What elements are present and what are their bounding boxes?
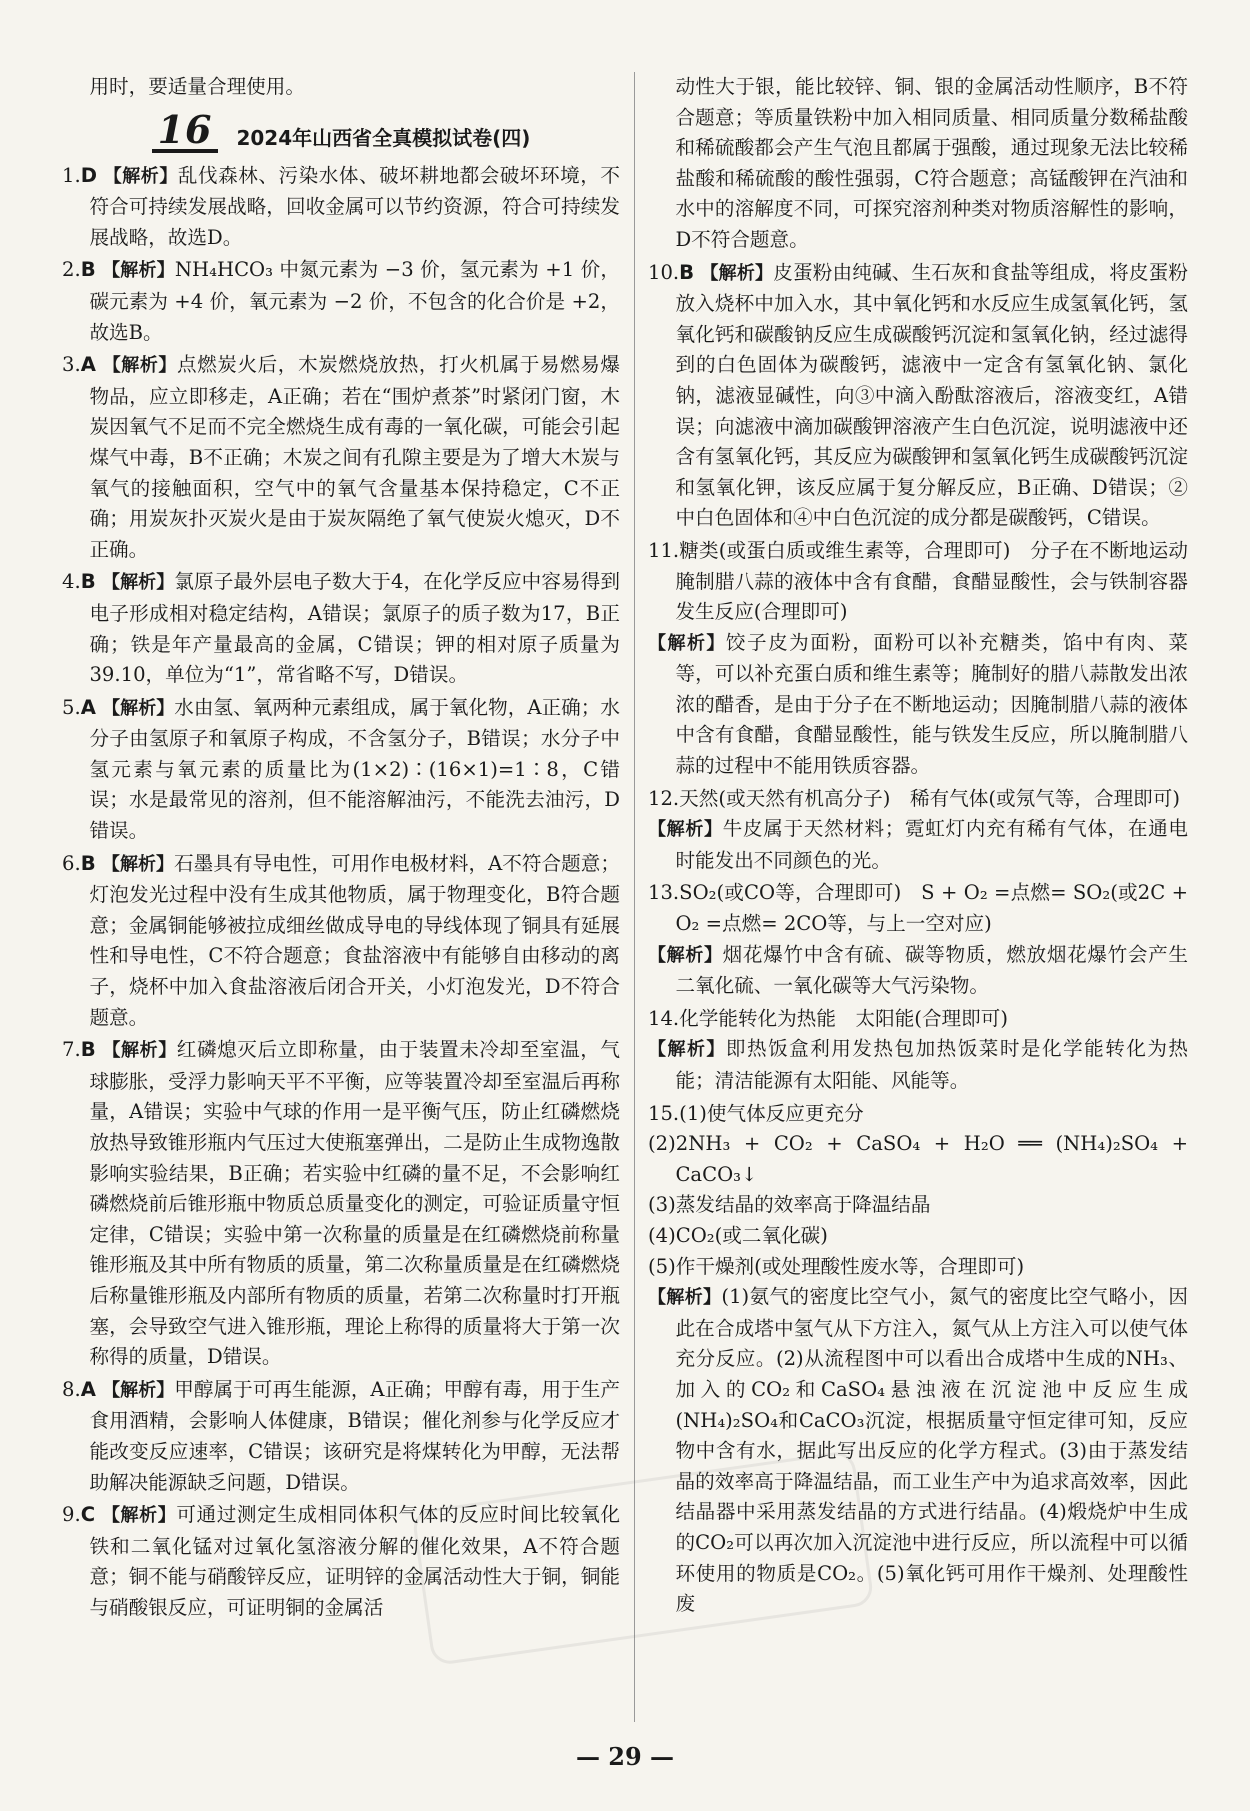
question-number: 7. bbox=[62, 1038, 81, 1062]
analysis-text: 石墨具有导电性，可用作电极材料，A不符合题意；灯泡发光过程中没有生成其他物质，属于物理变化，B符合题意；金属铜能够被拉成细丝做成导电的导线体现了铜具有延展性和导电性，C不符合题意；食盐溶液中有能够自由移动的离子，烧杯中加入食盐溶液后闭合开关，小灯泡发光，D不符合题意。 bbox=[89, 851, 620, 1029]
answer: C bbox=[80, 1503, 96, 1527]
analysis-tag: 【解析】 bbox=[101, 1505, 177, 1527]
question-item bbox=[648, 784, 1188, 877]
analysis-text: 即热饭盒利用发热包加热饭菜时是化学能转化为热能；清洁能源有太阳能、风能等。 bbox=[675, 1037, 1189, 1092]
question-item bbox=[648, 536, 1208, 782]
question-item bbox=[648, 878, 1188, 1001]
answer: B bbox=[679, 260, 695, 284]
answer: B bbox=[80, 1038, 96, 1062]
question-item bbox=[62, 567, 620, 690]
answer: A bbox=[80, 1377, 96, 1401]
page-number: — 29 — bbox=[575, 1742, 675, 1771]
analysis-text: 红磷熄灭后立即称量，由于装置未冷却至室温，气球膨胀，受浮力影响天平不平衡，应等装置冷却至室温后再称量，A错误；实验中气球的作用一是平衡气压，防止红磷燃烧放热导致锥形瓶内气压过大使瓶塞弹出，二是防止生成物逸散影响实验结果，B正确；若实验中红磷的量不足，不会影响红磷燃烧前后锥形瓶中物质总质量变化的测定，可验证质量守恒定律，C错误；实验中第一次称量的质量是在红磷燃烧前称量锥形瓶及其中所有物质的质量，第二次称量质量是在红磷燃烧后称量锥形瓶及内部所有物质的质量，若第二次称量时打开瓶塞，会导致空气进入锥形瓶，理论上称得的质量将大于第一次称得的质量，D错误。 bbox=[89, 1038, 621, 1369]
question-number: 13. bbox=[648, 881, 680, 905]
carryover-text: 动性大于银，能比较锌、铜、银的金属活动性顺序，B不符合题意；等质量铁粉中加入相同质量、相同质量分数稀盐酸和稀硫酸都会产生气泡且都属于强酸，通过现象无法比较稀盐酸和稀硫酸的酸性强弱，C符合题意；高锰酸钾在汽油和水中的溶解度不同，可探究溶剂种类对物质溶解性的影响，D不符合题意。 bbox=[675, 75, 1188, 251]
analysis-tag: 【解析】 bbox=[101, 572, 175, 594]
answer: SO₂(或CO等，合理即可) S + O₂ =点燃= SO₂(或2C + O₂ =点燃= 2CO等，与上一空对应) bbox=[675, 881, 1188, 936]
question-number: 15. bbox=[648, 1101, 680, 1125]
analysis-tag: 【解析】 bbox=[648, 819, 723, 841]
answer: B bbox=[80, 851, 96, 875]
left-column bbox=[62, 72, 620, 1626]
question-number: 8. bbox=[62, 1377, 81, 1401]
q15-part: (3)蒸发结晶的效率高于降温结晶 bbox=[648, 1193, 931, 1217]
question-number: 1. bbox=[62, 163, 81, 187]
answer: 天然(或天然有机高分子) 稀有气体(或氖气等，合理即可) bbox=[679, 786, 1180, 810]
question-number: 9. bbox=[62, 1503, 81, 1527]
analysis-tag: 【解析】 bbox=[648, 632, 726, 654]
column-divider bbox=[634, 72, 635, 1722]
q15-part: (5)作干燥剂(或处理酸性废水等，合理即可) bbox=[648, 1254, 1025, 1278]
analysis-tag: 【解析】 bbox=[648, 1287, 722, 1309]
analysis-tag: 【解析】 bbox=[102, 1040, 177, 1062]
question-number: 12. bbox=[648, 786, 680, 810]
analysis-text: 点燃炭火后，木炭燃烧放热，打火机属于易燃易爆物品，应立即移走，A正确；若在“围炉煮茶”时紧闭门窗，木炭因氧气不足而不完全燃烧生成有毒的一氧化碳，可能会引起煤气中毒，B不正确；木炭之间有孔隙主要是为了增大木炭与氧气的接触面积，空气中的氧气含量基本保持稳定，C不正确；用炭灰扑灭炭火是由于炭灰隔绝了氧气使炭火熄灭，D不正确。 bbox=[89, 353, 621, 561]
carryover-text: 用时，要适量合理使用。 bbox=[89, 75, 305, 98]
analysis-text: 乱伐森林、污染水体、破坏耕地都会破坏环境，不符合可持续发展战略，回收金属可以节约资源，符合可持续发展战略，故选D。 bbox=[89, 163, 621, 249]
question-item bbox=[62, 161, 620, 254]
question-item bbox=[62, 849, 620, 1034]
analysis-text: 甲醇属于可再生能源，A正确；甲醇有毒，用于生产食用酒精，会影响人体健康，B错误；催化剂参与化学反应才能改变反应速率，C错误；该研究是将煤转化为甲醇，无法帮助解决能源缺乏问题，D错误。 bbox=[89, 1377, 621, 1494]
q15-part: (4)CO₂(或二氧化碳) bbox=[648, 1223, 828, 1247]
analysis-text: 皮蛋粉由纯碱、生石灰和食盐等组成，将皮蛋粉放入烧杯中加入水，其中氧化钙和水反应生成氢氧化钙，氢氧化钙和碳酸钠反应生成碳酸钙沉淀和氢氧化钠，经过滤得到的白色固体为碳酸钙，滤液中一定含有氢氧化钠、氯化钠，滤液显碱性，向③中滴入酚酞溶液后，溶液变红，A错误；向滤液中滴加碳酸钾溶液产生白色沉淀，说明滤液中还含有氢氧化钙，其反应为碳酸钾和氢氧化钙生成碳酸钙沉淀和氢氧化钾，该反应属于复分解反应，B正确、D错误；②中白色固体和④中白色沉淀的成分都是碳酸钙，C错误。 bbox=[675, 260, 1189, 530]
answer: A bbox=[80, 353, 96, 377]
question-item bbox=[62, 1375, 620, 1498]
right-column bbox=[648, 72, 1208, 1622]
question-number: 2. bbox=[62, 258, 81, 282]
answer: 化学能转化为热能 太阳能(合理即可) bbox=[679, 1006, 1008, 1030]
analysis-tag: 【解析】 bbox=[102, 1379, 175, 1401]
question-item bbox=[62, 255, 620, 348]
analysis-text: 水由氢、氧两种元素组成，属于氧化物，A正确；水分子由氢原子和氧原子构成，不含氢分子，B错误；水分子中氢元素与氧元素的质量比为(1×2)∶(16×1)=1∶8，C错误；水是最常见的溶剂，但不能溶解油污，不能洗去油污，D错误。 bbox=[89, 695, 621, 843]
analysis-tag: 【解析】 bbox=[101, 853, 175, 875]
analysis-tag: 【解析】 bbox=[700, 262, 774, 284]
question-item bbox=[62, 1035, 620, 1373]
analysis-tag: 【解析】 bbox=[648, 1039, 726, 1061]
analysis-tag: 【解析】 bbox=[648, 944, 723, 966]
answer: A bbox=[80, 695, 96, 719]
analysis-tag: 【解析】 bbox=[102, 697, 175, 719]
answer: (1)使气体反应更充分 bbox=[679, 1101, 864, 1125]
question-item bbox=[648, 1004, 1188, 1097]
question-number: 4. bbox=[62, 570, 81, 594]
analysis-text: 烟花爆竹中含有硫、碳等物质，燃放烟花爆竹会产生二氧化硫、一氧化碳等大气污染物。 bbox=[675, 942, 1189, 998]
analysis-tag: 【解析】 bbox=[102, 355, 177, 377]
question-item bbox=[62, 350, 620, 565]
section-header bbox=[62, 106, 620, 153]
answer: D bbox=[80, 163, 97, 187]
question-number: 6. bbox=[62, 851, 81, 875]
section-number: 16 bbox=[152, 111, 219, 153]
question-number: 3. bbox=[62, 353, 81, 377]
q15-part: (2)2NH₃ + CO₂ + CaSO₄ + H₂O ══ (NH₄)₂SO₄ + CaCO₃↓ bbox=[648, 1132, 1188, 1186]
question-number: 14. bbox=[648, 1006, 680, 1030]
answer: B bbox=[80, 570, 96, 594]
question-number: 10. bbox=[648, 260, 680, 284]
question-number: 5. bbox=[62, 695, 81, 719]
analysis-tag: 【解析】 bbox=[103, 165, 178, 187]
analysis-text: (1)氨气的密度比空气小，氮气的密度比空气略小，因此在合成塔中氢气从下方注入，氮气从上方注入可以使气体充分反应。(2)从流程图中可以看出合成塔中生成的NH₃、加入的CO₂和CaSO₄悬浊液在沉淀池中反应生成(NH₄)₂SO₄和CaCO₃沉淀，根据质量守恒定律可知，反应物中含有水，据此写出反应的化学方程式。(3)由于蒸发结晶的效率高于降温结晶，而工业生产中为追求高效率，因此结晶器中采用蒸发结晶的方式进行结晶。(4)煅烧炉中生成的CO₂可以再次加入沉淀池中进行反应，所以流程中可以循环使用的物质是CO₂。(5)氧化钙可用作干燥剂、处理酸性废 bbox=[675, 1285, 1188, 1616]
question-item bbox=[648, 258, 1188, 534]
analysis-text: 牛皮属于天然材料；霓虹灯内充有稀有气体，在通电时能发出不同颜色的光。 bbox=[675, 817, 1189, 872]
section-title: 2024年山西省全真模拟试卷(四) bbox=[236, 125, 531, 150]
analysis-tag: 【解析】 bbox=[102, 260, 175, 282]
answer: 糖类(或蛋白质或维生素等，合理即可) 分子在不断地运动 腌制腊八蒜的液体中含有食醋，食醋显酸性，会与铁制容器发生反应(合理即可) bbox=[675, 538, 1208, 624]
analysis-text: 氯原子最外层电子数大于4，在化学反应中容易得到电子形成相对稳定结构，A错误；氯原子的质子数为17，B正确；铁是年产量最高的金属，C错误；钾的相对原子质量为39.10，单位为“1”，常省略不写，D错误。 bbox=[89, 570, 621, 687]
analysis-text: NH₄HCO₃ 中氮元素为 −3 价，氢元素为 +1 价，碳元素为 +4 价，氧元素为 −2 价，不包含的化合价是 +2，故选B。 bbox=[89, 258, 621, 344]
question-number: 11. bbox=[648, 538, 680, 562]
analysis-text: 可通过测定生成相同体积气体的反应时间比较氧化铁和二氧化锰对过氧化氢溶液分解的催化效果，A不符合题意；铜不能与硝酸锌反应，证明锌的金属活动性大于铜，铜能与硝酸银反应，可证明铜的金属活 bbox=[89, 1503, 621, 1619]
question-item bbox=[62, 693, 620, 847]
analysis-text: 饺子皮为面粉，面粉可以补充糖类，馅中有肉、菜等，可以补充蛋白质和维生素等；腌制好的腊八蒜散发出浓浓的醋香，是由于分子在不断地运动；因腌制腊八蒜的液体中含有食醋，食醋显酸性，能与铁发生反应，所以腌制腊八蒜的过程中不能用铁质容器。 bbox=[675, 630, 1189, 778]
answer: B bbox=[80, 258, 96, 282]
